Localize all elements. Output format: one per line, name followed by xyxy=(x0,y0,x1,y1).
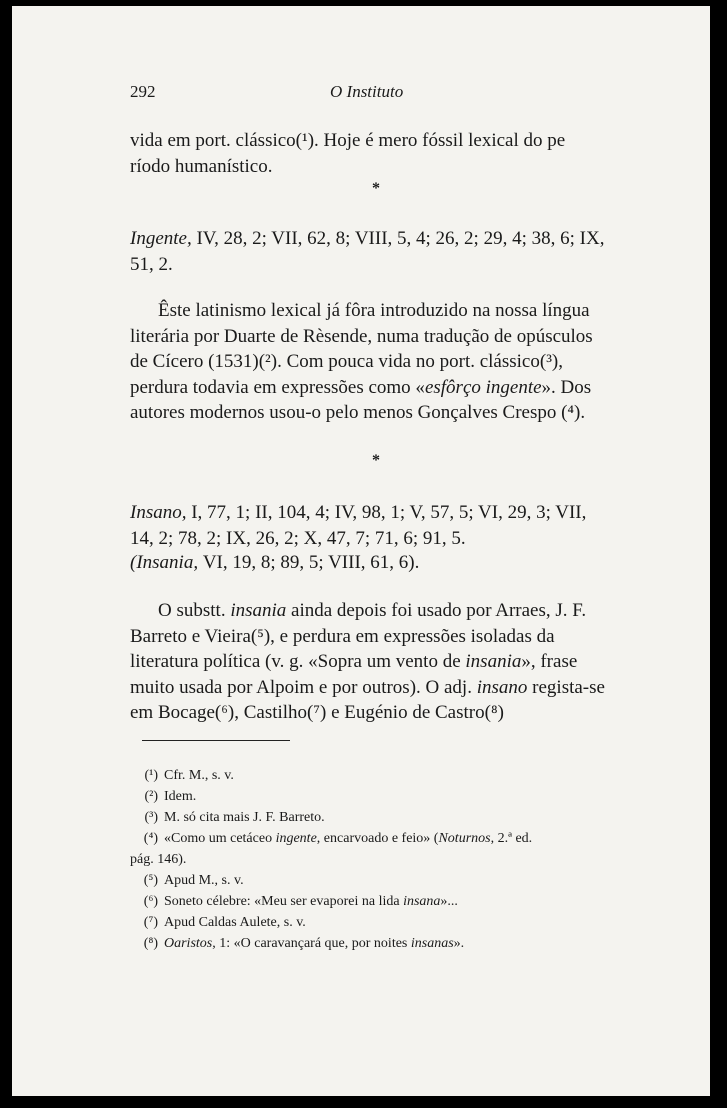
quoted-phrase: esfôrço ingente xyxy=(424,376,542,398)
entry-headword-2: Insano, xyxy=(130,502,187,523)
p3-term-insania: insania xyxy=(230,600,287,621)
footnote-5: (⁵) Apud M., s. v. xyxy=(143,873,244,888)
paragraph-2-text: Êste latinismo lexical já fôra introduzido na nossa língua literária por Duarte de Rèsende, numa tradução de opúsculos de Cícero (1531)(²). Com pouca vida no port. clássico(³), perdura todavia em expressões como « xyxy=(130,300,593,398)
paragraph-2-text-end: ». Dos autores modernos usou-o pelo menos Gonçalves Crespo (⁴). xyxy=(130,376,592,423)
footnote-1: (¹) Cfr. M., s. v. xyxy=(144,768,234,783)
page-number: 292 xyxy=(130,82,156,101)
footnote-2: (²) Idem. xyxy=(144,789,197,804)
p3-term-insania-2: insania xyxy=(465,651,522,672)
entry-references-2: I, 77, 1; II, 104, 4; IV, 98, 1; V, 57, 5; VI, 29, 3; VII, 14, 2; 78, 2; IX, 26, 2; X, 47, 7; 71, 6; 91, 5. xyxy=(130,502,587,549)
footnote-divider xyxy=(142,740,290,741)
running-title: O Instituto xyxy=(330,82,404,101)
entry-subreferences: VI, 19, 8; 89, 5; VIII, 61, 6). xyxy=(202,552,420,573)
footnote-6: (⁶) Soneto célebre: «Meu ser evaporei na lida insana»... xyxy=(143,894,458,909)
paragraph-2 xyxy=(130,298,610,426)
section-separator: * xyxy=(372,180,380,197)
p3-text-d: regista-se em Bocage(⁶), Castilho(⁷) e Eugénio de Castro(⁸) xyxy=(130,676,605,723)
entry-subheadword: (Insania, xyxy=(130,552,199,573)
paragraph-1: vida em port. clássico(¹). Hoje é mero fóssil lexical do pe ríodo humanístico. xyxy=(130,130,566,177)
footnote-4: (⁴) «Como um cetáceo ingente, encarvoado e feio» (Noturnos, 2.ª ed. xyxy=(143,831,533,846)
entry-ingente xyxy=(130,226,610,277)
footnote-7: (⁷) Apud Caldas Aulete, s. v. xyxy=(143,915,306,930)
footnote-3: (³) M. só cita mais J. F. Barreto. xyxy=(144,810,325,825)
p3-term-insano: insano xyxy=(476,676,528,698)
p3-text-a: O substt. xyxy=(158,600,231,621)
entry-headword: Ingente, xyxy=(130,228,192,249)
section-separator-2: * xyxy=(372,452,380,469)
p3-text-b: ainda depois foi usado por Arraes, J. F. Barreto e Vieira(⁵), e perdura em expressões isoladas da literatura política (v. g. «Sopra um vento de xyxy=(130,600,587,672)
p3-text-c: », frase muito usada por Alpoim e por outros). O adj. xyxy=(130,651,578,698)
footnote-8: (⁸) Oaristos, 1: «O caravançará que, por noites insanas». xyxy=(143,936,465,951)
footnote-4-continuation: pág. 146). xyxy=(130,852,187,867)
entry-references: IV, 28, 2; VII, 62, 8; VIII, 5, 4; 26, 2; 29, 4; 38, 6; IX, 51, 2. xyxy=(130,228,605,275)
paragraph-3 xyxy=(130,598,610,726)
entry-insania xyxy=(130,550,610,576)
entry-insano xyxy=(130,500,610,551)
